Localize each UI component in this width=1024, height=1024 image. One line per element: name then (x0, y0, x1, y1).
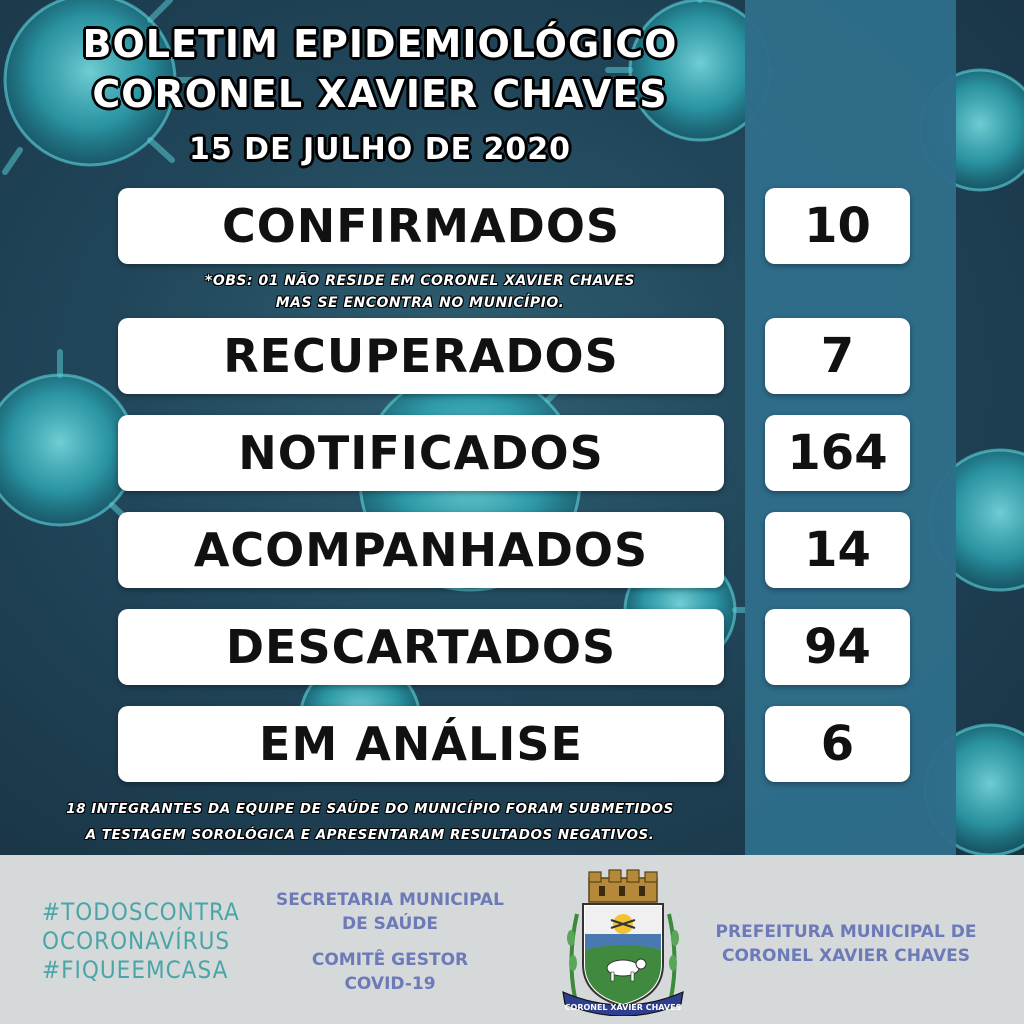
testing-note-line-2: A TESTAGEM SOROLÓGICA E APRESENTARAM RESULTADOS NEGATIVOS. (85, 827, 655, 843)
secretaria-line-1: SECRETARIA MUNICIPAL (276, 890, 504, 910)
stat-value-confirmados: 10 (765, 188, 910, 264)
obs-line-1: *OBS: 01 NÃO RESIDE EM CORONEL XAVIER CHAVES (205, 273, 635, 289)
secretaria-saude (262, 888, 518, 936)
stat-label-descartados: DESCARTADOS (118, 609, 724, 685)
stat-value-em-analise: 6 (765, 706, 910, 782)
prefeitura-line-2: CORONEL XAVIER CHAVES (722, 946, 970, 966)
crest-ribbon-text: CORONEL XAVIER CHAVES (564, 1003, 682, 1012)
page-title: BOLETIM EPIDEMIOLÓGICO (82, 22, 678, 66)
comite-line-2: COVID-19 (344, 974, 436, 994)
secretaria-line-2: DE SAÚDE (341, 914, 439, 934)
testing-note (20, 796, 720, 848)
prefeitura-line-1: PREFEITURA MUNICIPAL DE (715, 922, 977, 942)
obs-line-2: MAS SE ENCONTRA NO MUNICÍPIO. (275, 295, 565, 311)
stat-value-acompanhados: 14 (765, 512, 910, 588)
comite-line-1: COMITÊ GESTOR (311, 950, 469, 970)
hashtag-o-coronavirus: OCORONAVÍRUS (42, 927, 231, 955)
hashtag-todos-contra: #TODOSCONTRA (42, 898, 240, 926)
stat-label-notificados: NOTIFICADOS (118, 415, 724, 491)
hashtags (42, 898, 240, 985)
stat-value-notificados: 164 (765, 415, 910, 491)
prefeitura-municipal (700, 920, 992, 968)
obs-note (150, 270, 690, 314)
municipality-title: CORONEL XAVIER CHAVES (92, 72, 668, 116)
report-date: 15 DE JULHO DE 2020 (188, 132, 572, 167)
stat-label-recuperados: RECUPERADOS (118, 318, 724, 394)
stat-label-em-analise: EM ANÁLISE (118, 706, 724, 782)
comite-gestor (262, 948, 518, 996)
municipal-crest-icon (553, 868, 693, 1016)
stat-label-acompanhados: ACOMPANHADOS (118, 512, 724, 588)
stat-value-recuperados: 7 (765, 318, 910, 394)
stat-value-descartados: 94 (765, 609, 910, 685)
hashtag-fique-em-casa: #FIQUEEMCASA (42, 956, 229, 984)
testing-note-line-1: 18 INTEGRANTES DA EQUIPE DE SAÚDE DO MUNICÍPIO FORAM SUBMETIDOS (66, 801, 674, 817)
stat-label-confirmados: CONFIRMADOS (118, 188, 724, 264)
